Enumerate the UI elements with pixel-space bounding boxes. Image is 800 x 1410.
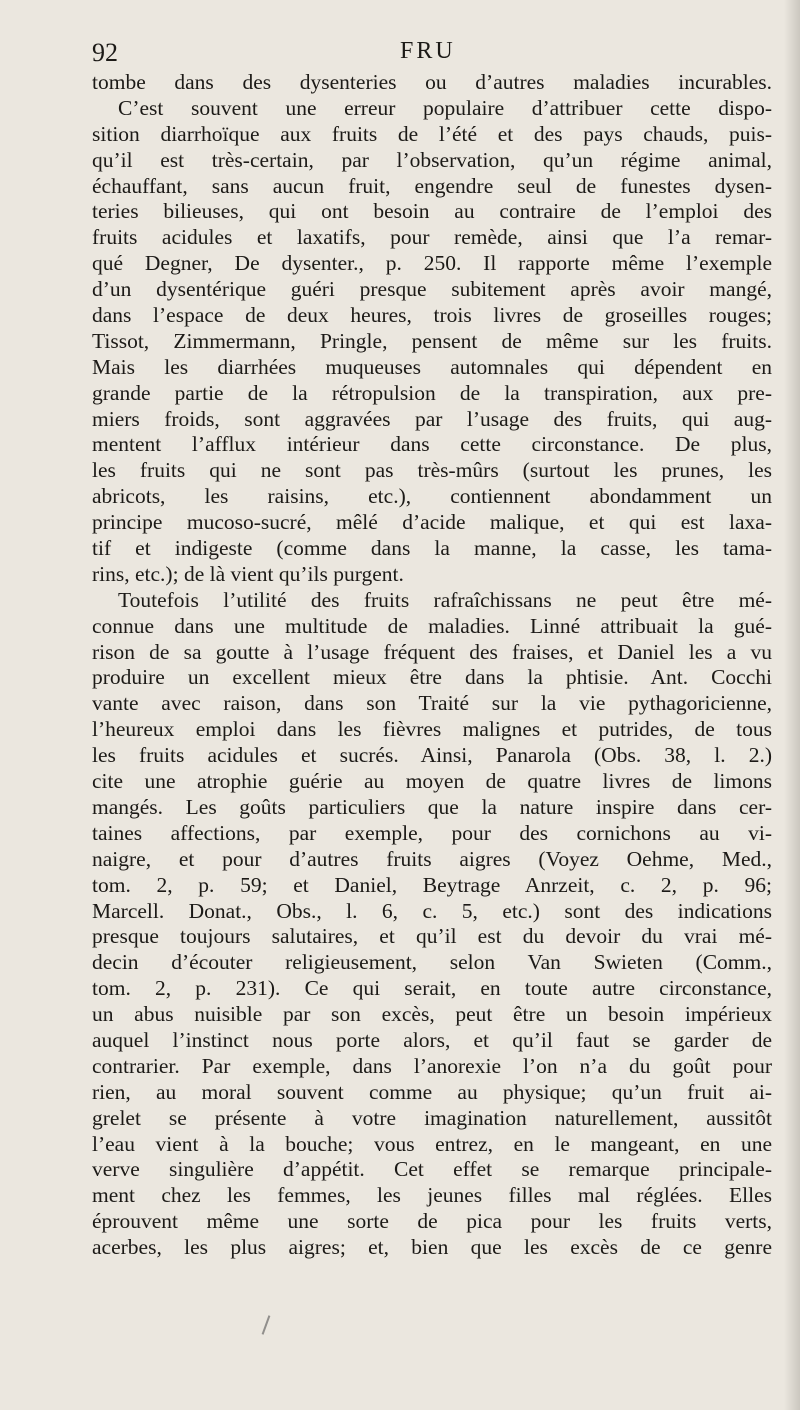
text-line: d’un dysentérique guéri presque subitement après avoir mangé, bbox=[92, 277, 772, 302]
text-line: tom. 2, p. 231). Ce qui serait, en toute autre circonstance, bbox=[92, 976, 772, 1001]
text-line: éprouvent même une sorte de pica pour les fruits verts, bbox=[92, 1209, 772, 1234]
text-line: abricots, les raisins, etc.), contiennent abondamment un bbox=[92, 484, 772, 509]
text-line: rison de sa goutte à l’usage fréquent des fraises, et Daniel les a vu bbox=[92, 639, 772, 664]
text-line: Mais les diarrhées muqueuses automnales qui dépendent en bbox=[92, 354, 772, 379]
text-line: Tissot, Zimmermann, Pringle, pensent de même sur les fruits. bbox=[92, 328, 772, 353]
body-text bbox=[92, 70, 772, 1261]
text-line: produire un excellent mieux être dans la phtisie. Ant. Cocchi bbox=[92, 665, 772, 690]
text-line: tombe dans des dysenteries ou d’autres maladies incurables. bbox=[92, 70, 772, 94]
text-line: l’heureux emploi dans les fièvres malignes et putrides, de tous bbox=[92, 717, 772, 742]
page-gutter-shadow bbox=[784, 0, 800, 1410]
text-line: verve singulière d’appétit. Cet effet se remarque principale- bbox=[92, 1157, 772, 1182]
running-head: FRU bbox=[400, 38, 456, 64]
text-line: fruits acidules et laxatifs, pour remède, ainsi que l’a remar- bbox=[92, 225, 772, 250]
text-line: miers froids, sont aggravées par l’usage des fruits, qui aug- bbox=[92, 406, 772, 431]
text-line: les fruits acidules et sucrés. Ainsi, Panarola (Obs. 38, l. 2.) bbox=[92, 743, 772, 768]
text-line: mentent l’afflux intérieur dans cette circonstance. De plus, bbox=[92, 432, 772, 457]
text-line: dans l’espace de deux heures, trois livres de groseilles rouges; bbox=[92, 303, 772, 328]
text-line: taines affections, par exemple, pour des cornichons au vi- bbox=[92, 820, 772, 845]
text-line: Toutefois l’utilité des fruits rafraîchissans ne peut être mé- bbox=[118, 587, 772, 612]
text-line: rien, au moral souvent comme au physique; qu’un fruit ai- bbox=[92, 1079, 772, 1104]
text-line: teries bilieuses, qui ont besoin au contraire de l’emploi des bbox=[92, 199, 772, 224]
text-line: l’eau vient à la bouche; vous entrez, en le mangeant, en une bbox=[92, 1131, 772, 1156]
text-line: connue dans une multitude de maladies. Linné attribuait la gué- bbox=[92, 613, 772, 638]
text-line: naigre, et pour d’autres fruits aigres (Voyez Oehme, Med., bbox=[92, 846, 772, 871]
text-line: mangés. Les goûts particuliers que la nature inspire dans cer- bbox=[92, 794, 772, 819]
text-line: rins, etc.); de là vient qu’ils purgent. bbox=[92, 561, 404, 586]
text-line: grande partie de la rétropulsion de la transpiration, aux pre- bbox=[92, 380, 772, 405]
text-line: contrarier. Par exemple, dans l’anorexie l’on n’a du goût pour bbox=[92, 1053, 772, 1078]
text-line: tom. 2, p. 59; et Daniel, Beytrage Anrzeit, c. 2, p. 96; bbox=[92, 872, 772, 897]
text-line: un abus nuisible par son excès, peut être un besoin impérieux bbox=[92, 1002, 772, 1027]
stray-pen-mark bbox=[262, 1315, 271, 1334]
text-line: les fruits qui ne sont pas très-mûrs (surtout les prunes, les bbox=[92, 458, 772, 483]
page-number: 92 bbox=[92, 38, 118, 67]
text-line: decin d’écouter religieusement, selon Van Swieten (Comm., bbox=[92, 950, 772, 975]
text-line: Marcell. Donat., Obs., l. 6, c. 5, etc.) sont des indications bbox=[92, 898, 772, 923]
text-line: acerbes, les plus aigres; et, bien que les excès de ce genre bbox=[92, 1235, 772, 1260]
text-line: grelet se présente à votre imagination naturellement, aussitôt bbox=[92, 1105, 772, 1130]
text-line: presque toujours salutaires, et qu’il est du devoir du vrai mé- bbox=[92, 924, 772, 949]
text-line: qu’il est très-certain, par l’observation, qu’un régime animal, bbox=[92, 147, 772, 172]
text-line: vante avec raison, dans son Traité sur la vie pythagoricienne, bbox=[92, 691, 772, 716]
text-line: principe mucoso-sucré, mêlé d’acide malique, et qui est laxa- bbox=[92, 510, 772, 535]
text-line: cite une atrophie guérie au moyen de quatre livres de limons bbox=[92, 769, 772, 794]
text-line: tif et indigeste (comme dans la manne, la casse, les tama- bbox=[92, 536, 772, 561]
text-line: auquel l’instinct nous porte alors, et qu’il faut se garder de bbox=[92, 1027, 772, 1052]
text-line: qué Degner, De dysenter., p. 250. Il rapporte même l’exemple bbox=[92, 251, 772, 276]
text-line: ment chez les femmes, les jeunes filles mal réglées. Elles bbox=[92, 1183, 772, 1208]
text-line: C’est souvent une erreur populaire d’attribuer cette dispo- bbox=[118, 95, 772, 120]
text-line: échauffant, sans aucun fruit, engendre seul de funestes dysen- bbox=[92, 173, 772, 198]
text-line: sition diarrhoïque aux fruits de l’été et des pays chauds, puis- bbox=[92, 121, 772, 146]
